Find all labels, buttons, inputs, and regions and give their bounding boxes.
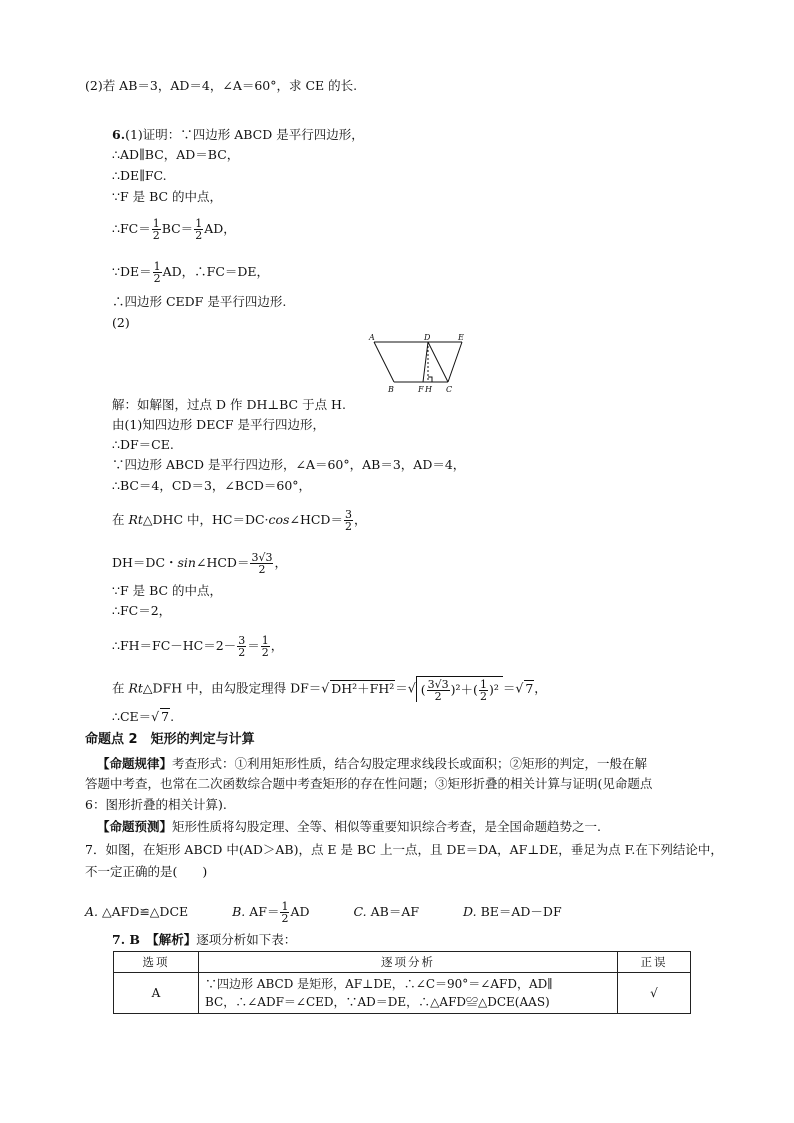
option-d-label: D. xyxy=(463,904,477,919)
solution-line-12: ∵四边形 ABCD 是平行四边形，∠A＝60°，AB＝3，AD＝4， xyxy=(112,457,466,472)
text: ， xyxy=(534,680,547,696)
solution-line-9: 解：如解图，过点 D 作 DH⊥BC 于点 H. xyxy=(112,397,346,412)
table-header: 选项 xyxy=(114,952,199,973)
fraction-denominator: 2 xyxy=(238,646,246,659)
fraction-half xyxy=(153,261,162,284)
solution-line-16: ∵F 是 BC 的中点， xyxy=(112,583,223,598)
prediction-line xyxy=(97,819,601,835)
solution-line-17: ∴FC＝2， xyxy=(112,603,172,618)
solution-line-14: 在 Rt△DHC 中，HC＝DC·cos∠HCD＝ $\frac{3}{2}$ ， xyxy=(112,508,367,533)
text: ＝ xyxy=(395,680,408,696)
fc-text: ∴FC＝ xyxy=(112,221,151,236)
option-c: AB＝AF xyxy=(370,904,420,919)
answer-7-head: 7. B xyxy=(112,932,140,947)
paren: )²＋( xyxy=(450,682,478,697)
option-a-label: A. xyxy=(85,904,99,919)
question-part-2: (2)若 AB＝3，AD＝4，∠A＝60°，求 CE 的长. xyxy=(85,78,358,93)
cos-text: cos xyxy=(268,512,290,527)
solution-line-3: ∴DE∥FC. xyxy=(112,168,167,183)
solution-number: 6. xyxy=(112,127,126,142)
option-b xyxy=(249,900,310,925)
fraction-denominator: 2 xyxy=(344,520,352,533)
table-cell-mark: √ xyxy=(618,973,691,1014)
fraction-denominator: 2 xyxy=(261,646,269,659)
text: DH＝DC・ xyxy=(112,555,178,570)
fraction-three-halves xyxy=(344,509,353,532)
rule-line-1 xyxy=(97,756,647,772)
solution-line-1 xyxy=(112,127,364,143)
fraction-half xyxy=(152,218,161,241)
option-b-text: AD xyxy=(290,904,310,919)
solution-line-4: ∵F 是 BC 的中点， xyxy=(112,189,223,204)
label-a: A xyxy=(369,333,375,342)
bc-text: BC＝ xyxy=(161,221,194,236)
analysis-line-2: BC，∴∠ADF＝∠CED，∵AD＝DE，∴△AFD≌△DCE(AAS) xyxy=(205,995,550,1009)
option-b-text: AF＝ xyxy=(249,904,280,919)
fraction-numerator: 1 xyxy=(261,634,269,647)
solution-part-2-label: (2) xyxy=(112,315,130,330)
solution-line-10: 由(1)知四边形 DECF 是平行四边形， xyxy=(112,417,326,432)
fraction-denominator: 2 xyxy=(281,912,289,925)
option-a: △AFD≌△DCE xyxy=(102,904,189,919)
analysis-tag: 【解析】 xyxy=(152,932,197,947)
text: . xyxy=(170,709,175,724)
solution-line-6 xyxy=(112,261,269,284)
solution-line-19: 在 Rt△DFH 中，由勾股定理得 DF＝√ DH²＋FH²＝√ ( $\frac{3√3}{2}$ )²＋( $\frac{1}{2}$ )² ＝√ 7， xyxy=(112,678,547,703)
segment-ec xyxy=(448,342,462,382)
analysis-text: 逐项分析如下表： xyxy=(196,932,297,947)
solution-line-11: ∴DF＝CE. xyxy=(112,437,174,452)
rule-line-2: 答题中考查，也常在二次函数综合题中考查矩形的存在性问题；③矩形折叠的相关计算与证明(见命题点 xyxy=(85,776,653,791)
option-d: BE＝AD－DF xyxy=(480,904,562,919)
answer-7-line xyxy=(112,932,296,948)
prediction-tag: 【命题预测】 xyxy=(97,819,173,834)
table-row xyxy=(114,973,691,1014)
fraction-numerator: 3 xyxy=(238,634,246,647)
prediction-text: 矩形性质将勾股定理、全等、相似等重要知识综合考查，是全国命题趋势之一. xyxy=(172,819,601,834)
fraction-numerator: 1 xyxy=(195,217,203,230)
solution-proof-start: (1)证明：∵四边形 ABCD 是平行四边形， xyxy=(125,127,364,142)
text: ∠HCD＝ xyxy=(289,512,343,527)
fraction-numerator: 1 xyxy=(479,678,487,691)
text: △DFH 中，由勾股定理得 DF＝ xyxy=(142,680,322,696)
table-header: 逐项分析 xyxy=(199,952,618,973)
text: ＝ xyxy=(247,638,260,653)
label-e: E xyxy=(458,333,464,342)
fraction-numerator: 3√3 xyxy=(251,551,273,564)
ad-text: AD， xyxy=(204,221,236,236)
de-text: ∵DE＝ xyxy=(112,264,152,279)
fraction-numerator: 1 xyxy=(281,900,289,913)
fraction-denominator: 2 xyxy=(195,229,203,242)
analysis-line-1: ∵四边形 ABCD 是矩形，AF⊥DE，∴∠C＝90°＝∠AFD，AD∥ xyxy=(205,977,553,991)
solution-line-7: ∴四边形 CEDF 是平行四边形. xyxy=(112,294,287,309)
fraction-denominator: 2 xyxy=(152,229,160,242)
table-header: 正误 xyxy=(618,952,691,973)
solution-line-15: DH＝DC・sin∠HCD＝ $\frac{3√3}{2}$ ， xyxy=(112,551,287,576)
solution-line-13: ∴BC＝4，CD＝3，∠BCD＝60°， xyxy=(112,478,312,493)
sqrt-seven: 7 xyxy=(525,680,534,696)
fraction-numerator: 3 xyxy=(344,508,352,521)
fraction-half xyxy=(479,679,488,702)
fraction-half xyxy=(261,635,270,658)
q7-line-1: 7．如图，在矩形 ABCD 中(AD＞AB)，点 E 是 BC 上一点，且 DE＝DA，AF⊥DE，垂足为点 F.在下列结论中， xyxy=(85,842,723,857)
label-d: D xyxy=(424,333,431,342)
section-title: 命题点 2 矩形的判定与计算 xyxy=(85,732,255,747)
table-header-row xyxy=(114,952,691,973)
option-c-label: C. xyxy=(353,904,367,919)
label-f: F xyxy=(418,385,424,394)
rule-tag: 【命题规律】 xyxy=(97,756,173,771)
fraction-numerator: 1 xyxy=(152,217,160,230)
sqrt-expression: DH²＋FH² xyxy=(331,680,395,696)
table-cell-analysis xyxy=(199,973,618,1014)
fraction-denominator: 2 xyxy=(153,272,161,285)
solution-line-20: ∴CE＝√ 7. xyxy=(112,709,175,724)
fraction-three-halves xyxy=(237,635,246,658)
fraction-half xyxy=(194,218,203,241)
right-angle-mark xyxy=(428,377,432,382)
text: ∴FH＝FC－HC＝2－ xyxy=(112,638,237,653)
q7-options xyxy=(85,901,562,924)
analysis-table xyxy=(113,951,691,1014)
fraction-three-root-three-halves xyxy=(250,552,273,575)
solution-line-2: ∴AD∥BC，AD＝BC， xyxy=(112,147,240,162)
text: ＝ xyxy=(502,680,516,696)
fraction-numerator: 1 xyxy=(153,260,161,273)
sqrt-seven: 7 xyxy=(161,709,170,724)
fraction-denominator: 2 xyxy=(479,690,487,703)
parallelogram-figure xyxy=(366,332,486,394)
solution-line-5 xyxy=(112,218,236,241)
label-c: C xyxy=(446,385,453,394)
segment-df xyxy=(423,342,428,382)
fc-de-text: AD，∴FC＝DE， xyxy=(162,264,270,279)
table-cell-option: A xyxy=(114,973,199,1014)
rule-line-3: 6：图形折叠的相关计算). xyxy=(85,797,227,812)
paren: ( xyxy=(420,682,426,697)
option-b-label: B. xyxy=(232,904,246,919)
fraction-numerator: 3√3 xyxy=(427,678,449,691)
rule-text: 考查形式：①利用矩形性质，结合勾股定理求线段长或面积；②矩形的判定，一般在解 xyxy=(172,756,648,771)
sin-text: sin xyxy=(177,555,196,570)
label-h: H xyxy=(425,385,432,394)
text: △DHC 中，HC＝DC· xyxy=(142,512,269,527)
text: ∠HCD＝ xyxy=(195,555,250,570)
fraction-denominator: 2 xyxy=(434,690,442,703)
rt-text: Rt xyxy=(128,680,143,696)
fraction-half xyxy=(280,901,289,924)
big-sqrt xyxy=(416,676,503,702)
text: 在 xyxy=(112,512,129,527)
fraction-three-root-three-halves xyxy=(427,679,450,702)
paren: )² xyxy=(488,682,499,697)
solution-line-18: ∴FH＝FC－HC＝2－ $\frac{3}{2}$ ＝ $\frac{1}{2}$ ， xyxy=(112,634,284,659)
segment-dc xyxy=(428,342,448,382)
text: ∴CE＝ xyxy=(112,709,152,724)
text: 在 xyxy=(112,680,129,696)
rt-text: Rt xyxy=(128,512,143,527)
segment-ab xyxy=(374,342,394,382)
fraction-denominator: 2 xyxy=(258,563,266,576)
label-b: B xyxy=(388,385,394,394)
q7-line-2: 不一定正确的是( ) xyxy=(85,864,208,879)
